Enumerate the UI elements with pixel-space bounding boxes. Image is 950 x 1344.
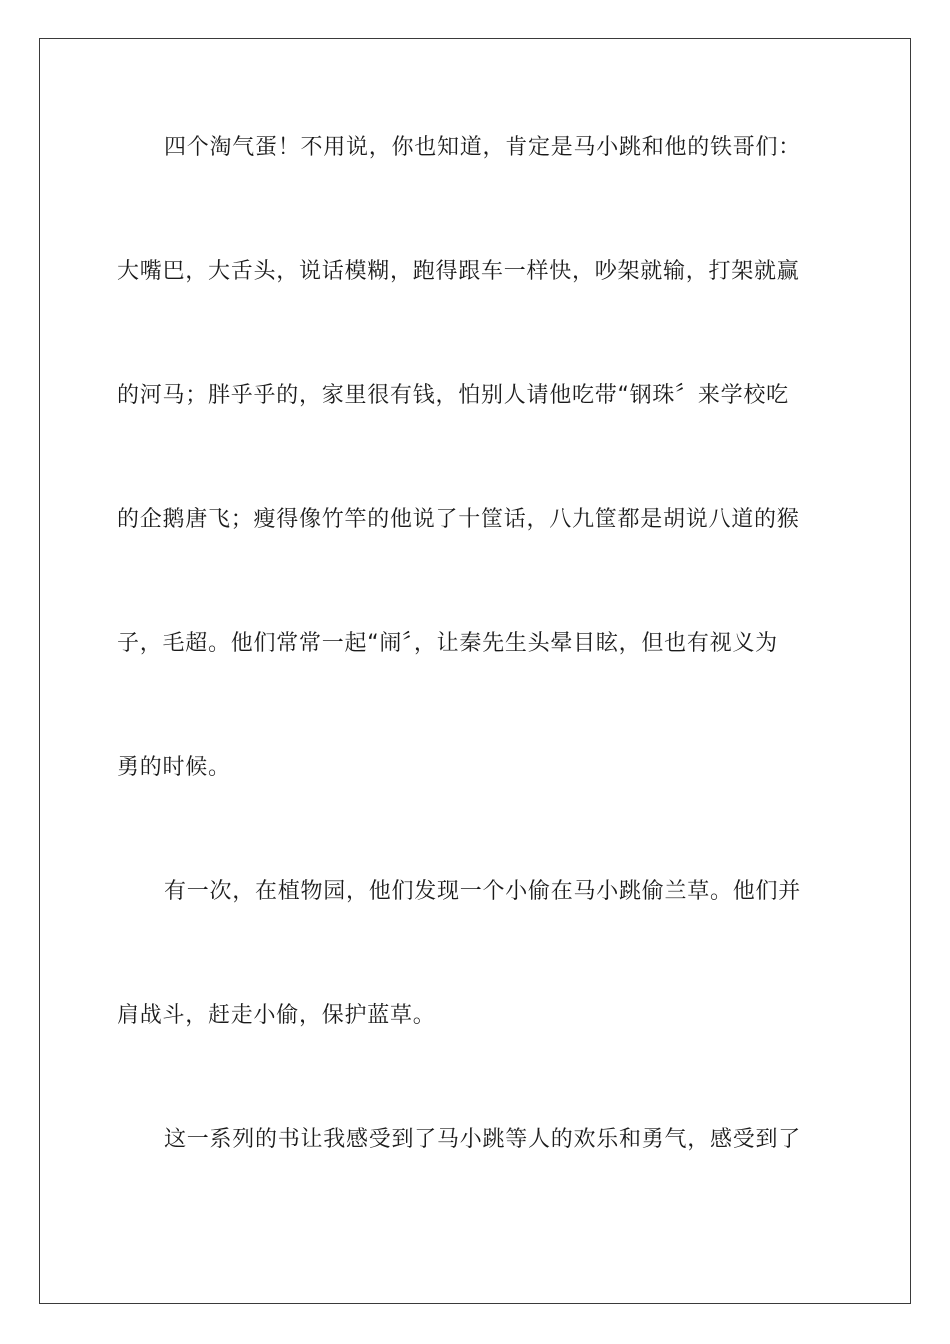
page-border	[39, 38, 911, 1304]
paragraph-1-line-3: 的河马；胖乎乎的，家里很有钱，怕别人请他吃带“钢珠〞来学校吃	[117, 383, 789, 408]
paragraph-1-line-4: 的企鹅唐飞；瘦得像竹竿的他说了十筐话，八九筐都是胡说八道的猴	[117, 507, 800, 532]
paragraph-2-line-1: 有一次，在植物园，他们发现一个小偷在马小跳偷兰草。他们并	[164, 879, 802, 904]
paragraph-1-line-6: 勇的时候。	[117, 755, 231, 780]
paragraph-1-line-5: 子，毛超。他们常常一起“闹〞，让秦先生头晕目眩，但也有视义为	[117, 631, 778, 656]
paragraph-3-line-1: 这一系列的书让我感受到了马小跳等人的欢乐和勇气，感受到了	[164, 1127, 802, 1152]
paragraph-1-line-2: 大嘴巴，大舌头，说话模糊，跑得跟车一样快，吵架就输，打架就赢	[117, 259, 800, 284]
paragraph-2-line-2: 肩战斗，赶走小偷，保护蓝草。	[117, 1003, 436, 1028]
paragraph-1-line-1: 四个淘气蛋！不用说，你也知道，肯定是马小跳和他的铁哥们：	[164, 135, 802, 160]
